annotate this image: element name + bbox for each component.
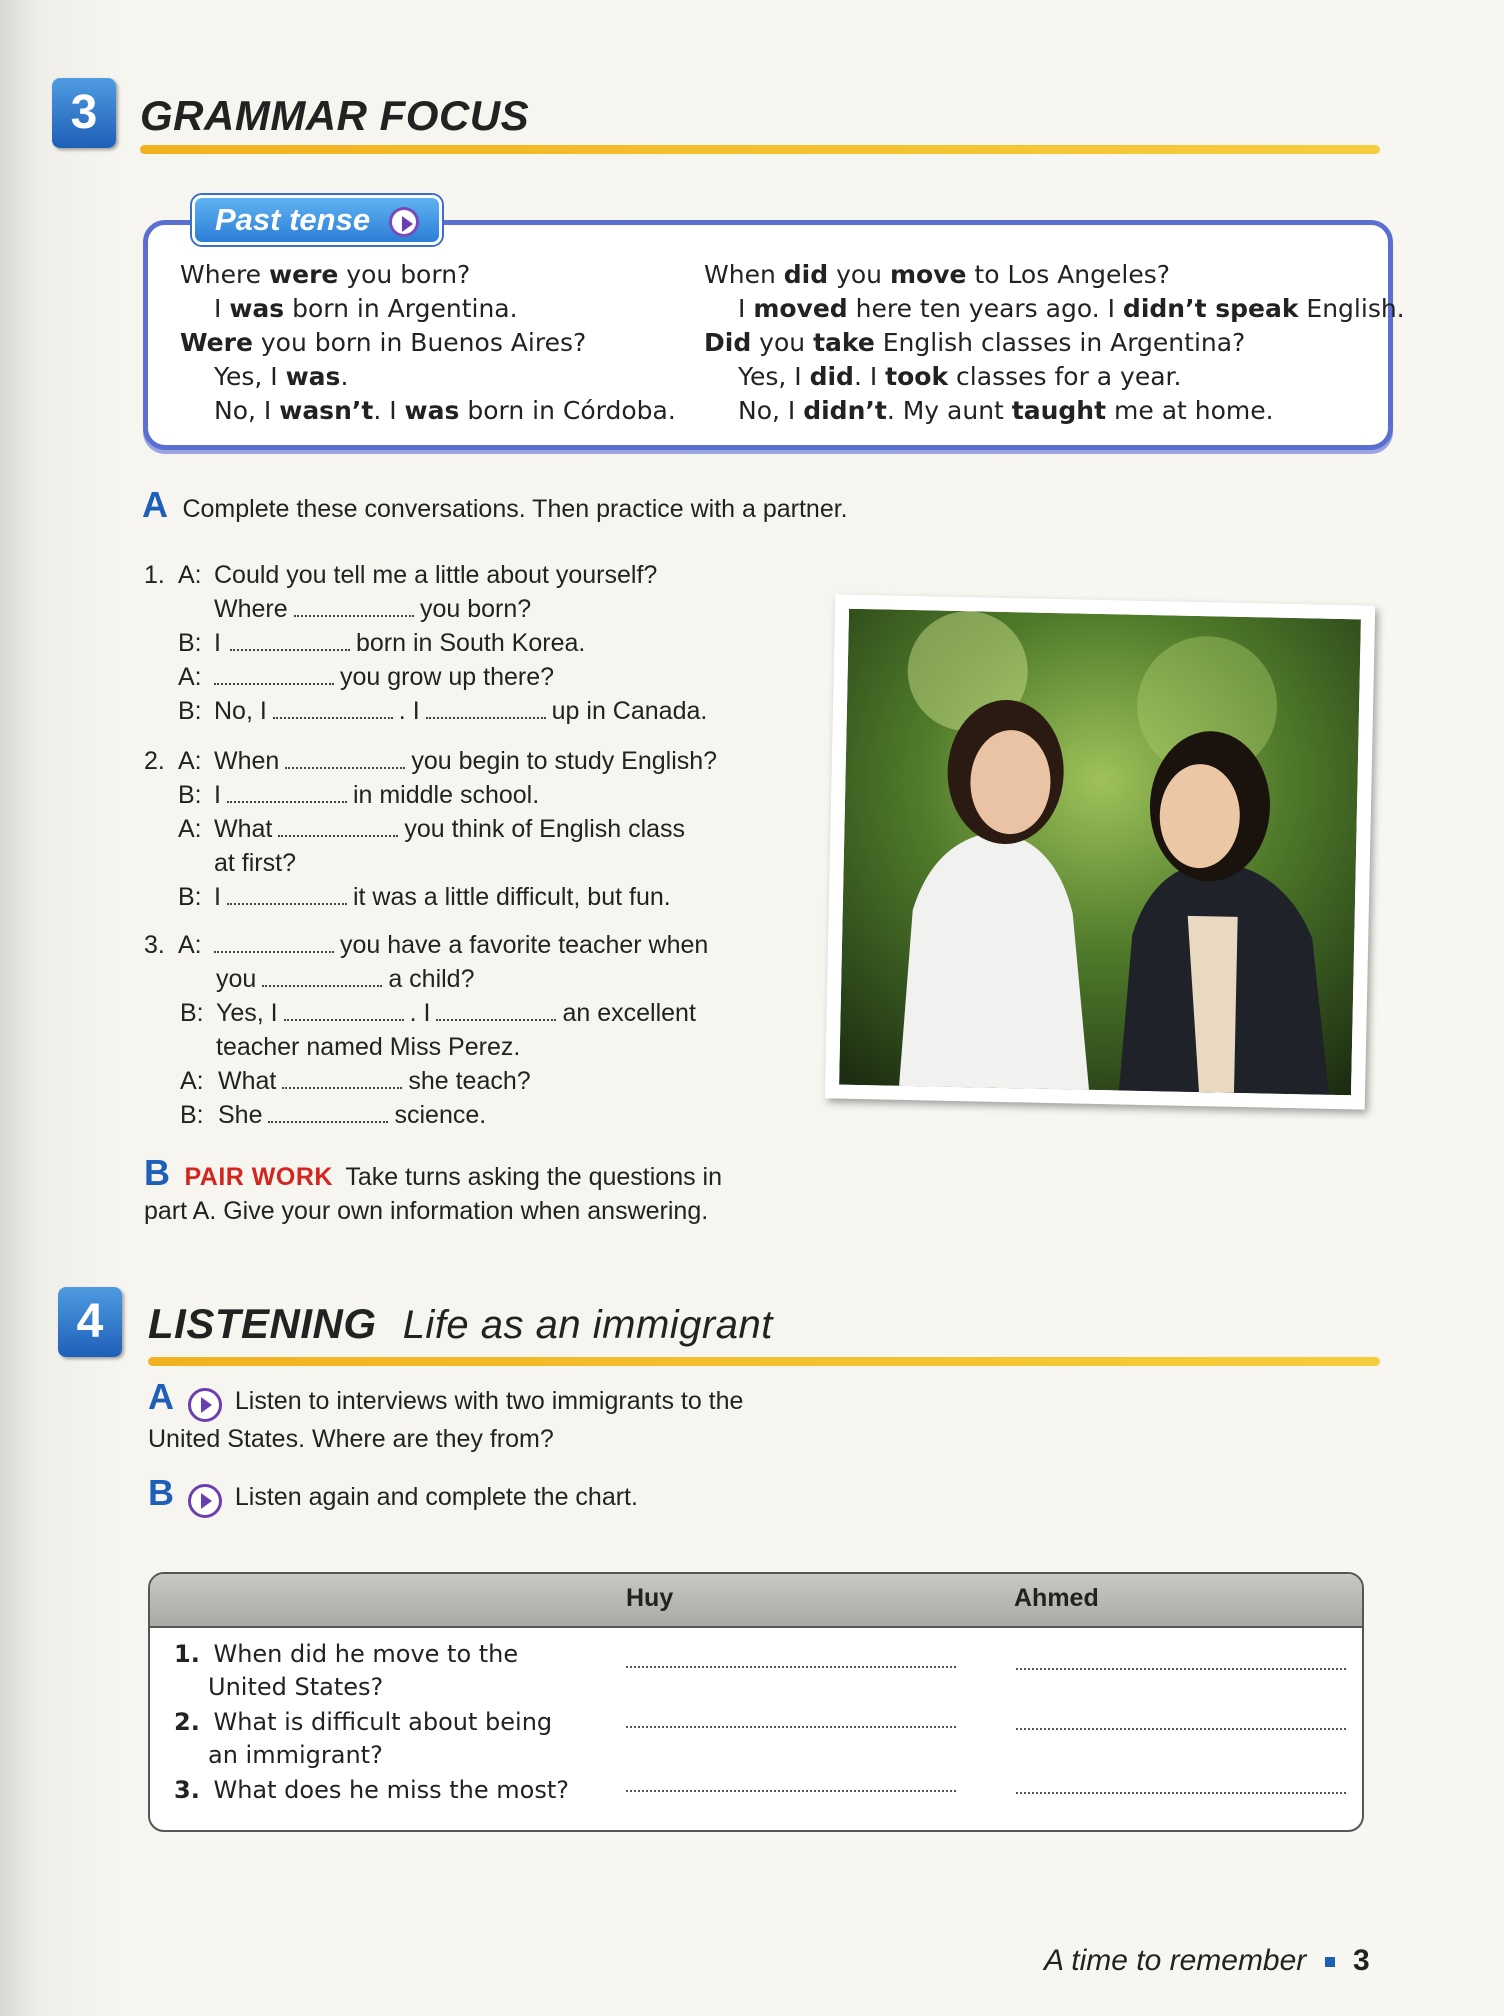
line-text: She	[218, 1101, 263, 1129]
blank-field[interactable]	[426, 699, 546, 719]
grammar-left-line-5: No, I wasn’t. I was born in Córdoba.	[214, 396, 676, 425]
blank-field[interactable]	[285, 749, 405, 769]
blank-field[interactable]	[284, 1001, 404, 1021]
speaker-label: B:	[178, 883, 202, 911]
chart-header	[150, 1574, 1362, 1628]
speaker-label: A:	[178, 561, 202, 589]
conv-line	[144, 1064, 784, 1098]
line-text: Where	[214, 595, 288, 623]
line-text: I	[214, 629, 221, 657]
blank-field[interactable]	[227, 885, 347, 905]
line-text: it was a little difficult, but fun.	[352, 883, 671, 911]
line-text: What	[214, 815, 273, 843]
part-b-instruction	[144, 1152, 722, 1228]
conv-line	[144, 880, 784, 914]
grammar-right-line-2: I moved here ten years ago. I didn’t speak English.	[738, 294, 1405, 323]
conv-line	[144, 996, 784, 1030]
line-text: she teach?	[408, 1067, 531, 1095]
grammar-tab	[192, 195, 442, 245]
play-audio-icon[interactable]	[188, 1484, 222, 1518]
conv-line	[144, 660, 784, 694]
part-letter: B	[148, 1472, 174, 1513]
speaker-label: A:	[180, 1067, 204, 1095]
line-text: When	[214, 747, 280, 775]
line-text: science.	[394, 1101, 487, 1129]
grammar-right-line-3: Did you take English classes in Argentina?	[704, 328, 1246, 357]
speaker-label: B:	[180, 1101, 204, 1129]
row-number: 3.	[174, 1776, 200, 1804]
line-text: What	[218, 1067, 277, 1095]
blank-field[interactable]	[436, 1001, 556, 1021]
blank-field[interactable]	[227, 783, 347, 803]
line-text: I	[214, 781, 221, 809]
conv-line	[144, 812, 784, 846]
part-letter: A	[148, 1376, 174, 1417]
listening-chart	[148, 1572, 1364, 1832]
part-letter: B	[144, 1152, 170, 1193]
conv-line	[144, 592, 784, 626]
section-title-text: LISTENING	[148, 1300, 377, 1347]
question-text: What is difficult about being	[213, 1708, 553, 1736]
grammar-right-line-4: Yes, I did. I took classes for a year.	[738, 362, 1182, 391]
conv-line	[144, 962, 784, 996]
section-number: 3	[70, 86, 98, 139]
blank-field[interactable]	[214, 665, 334, 685]
listening-b-instruction	[148, 1472, 638, 1518]
speaker-label: B:	[178, 629, 202, 657]
row-number: 1.	[174, 1640, 200, 1668]
pair-work-label: PAIR WORK	[184, 1163, 333, 1191]
speaker-label: B:	[178, 697, 202, 725]
conv-line	[144, 626, 784, 660]
answer-line-ahmed-3[interactable]	[1016, 1792, 1346, 1794]
line-text: an excellent	[562, 999, 696, 1027]
part-letter: A	[142, 484, 168, 525]
conv-line	[144, 694, 784, 728]
conversation-2	[144, 744, 784, 914]
line-text: you born?	[420, 595, 532, 623]
blank-field[interactable]	[214, 933, 334, 953]
line-text: born in South Korea.	[356, 629, 586, 657]
photo-frame	[825, 594, 1375, 1109]
chart-row-2	[174, 1706, 552, 1772]
answer-line-ahmed-2[interactable]	[1016, 1728, 1346, 1730]
speaker-label: A:	[178, 815, 202, 843]
speaker-label: A:	[178, 663, 202, 691]
question-text: an immigrant?	[208, 1741, 383, 1769]
line-text: Yes, I	[216, 999, 278, 1027]
blank-field[interactable]	[294, 597, 414, 617]
square-bullet-icon	[1325, 1957, 1335, 1967]
conv-line	[144, 846, 784, 880]
blank-field[interactable]	[268, 1103, 388, 1123]
item-number: 1.	[144, 561, 165, 589]
instruction-text: United States. Where are they from?	[148, 1424, 554, 1453]
grammar-right-column	[704, 258, 1405, 428]
answer-line-huy-3[interactable]	[626, 1790, 956, 1792]
play-audio-icon[interactable]	[188, 1388, 222, 1422]
blank-field[interactable]	[278, 817, 398, 837]
chart-row-3	[174, 1774, 569, 1807]
instruction-text: Listen to interviews with two immigrants to the	[234, 1387, 744, 1415]
title-underline	[148, 1357, 1380, 1366]
grammar-left-line-1: Where were you born?	[180, 260, 471, 289]
blank-field[interactable]	[282, 1069, 402, 1089]
conv-line	[144, 558, 784, 592]
line-text: in middle school.	[352, 781, 540, 809]
conversation-3	[144, 928, 784, 1132]
line-text: at first?	[214, 849, 296, 877]
question-text: What does he miss the most?	[213, 1776, 569, 1804]
section-number: 4	[76, 1295, 104, 1348]
line-text: you begin to study English?	[411, 747, 718, 775]
part-a-instruction	[142, 484, 848, 526]
answer-line-huy-1[interactable]	[626, 1666, 956, 1668]
row-number: 2.	[174, 1708, 200, 1736]
footer-unit-title: A time to remember	[1044, 1944, 1307, 1977]
answer-line-ahmed-1[interactable]	[1016, 1668, 1346, 1670]
conv-line	[144, 1030, 784, 1064]
instruction-text: Listen again and complete the chart.	[234, 1483, 638, 1511]
line-text: you grow up there?	[340, 663, 555, 691]
conversation-1	[144, 558, 784, 728]
line-text: you	[216, 965, 257, 993]
section-number-badge	[58, 1287, 122, 1357]
line-text: . I	[409, 999, 431, 1027]
speaker-label: A:	[178, 747, 202, 775]
grammar-tab-label: Past tense	[215, 202, 371, 237]
page-footer	[1044, 1944, 1370, 1978]
section-subtitle: Life as an immigrant	[402, 1303, 773, 1347]
grammar-left-line-3: Were you born in Buenos Aires?	[180, 328, 587, 357]
section-title	[148, 1300, 773, 1348]
page-number: 3	[1352, 1944, 1370, 1977]
blank-field[interactable]	[273, 699, 393, 719]
speaker-label: B:	[178, 781, 202, 809]
blank-field[interactable]	[230, 631, 350, 651]
question-text: United States?	[208, 1673, 384, 1701]
conv-line	[144, 778, 784, 812]
play-audio-icon[interactable]	[389, 207, 419, 237]
instruction-text: Take turns asking the questions in	[345, 1163, 723, 1191]
grammar-left-line-4: Yes, I was.	[214, 362, 349, 391]
line-text: you have a favorite teacher when	[340, 931, 709, 959]
item-number: 2.	[144, 747, 165, 775]
line-text: teacher named Miss Perez.	[216, 1033, 521, 1061]
speaker-label: B:	[180, 999, 204, 1027]
conv-line	[144, 928, 784, 962]
instruction-text: Complete these conversations. Then practice with a partner.	[182, 495, 848, 523]
section-title: GRAMMAR FOCUS	[140, 92, 530, 139]
column-header-ahmed: Ahmed	[1014, 1584, 1099, 1612]
line-text: you think of English class	[404, 815, 686, 843]
grammar-right-line-5: No, I didn’t. My aunt taught me at home.	[738, 396, 1274, 425]
line-text: Could you tell me a little about yourself?	[214, 561, 658, 589]
grammar-left-column	[180, 258, 676, 428]
question-text: When did he move to the	[213, 1640, 519, 1668]
answer-line-huy-2[interactable]	[626, 1726, 956, 1728]
two-women-photo	[839, 609, 1361, 1096]
section-number-badge	[52, 78, 116, 148]
instruction-text: part A. Give your own information when answering.	[144, 1197, 709, 1225]
chart-row-1	[174, 1638, 518, 1704]
line-text: I	[214, 883, 221, 911]
line-text: a child?	[388, 965, 475, 993]
line-text: up in Canada.	[551, 697, 708, 725]
conv-line	[144, 1098, 784, 1132]
line-text: No, I	[214, 697, 267, 725]
title-underline	[140, 145, 1380, 154]
column-header-huy: Huy	[626, 1584, 674, 1612]
conv-line	[144, 744, 784, 778]
grammar-right-line-1: When did you move to Los Angeles?	[704, 260, 1171, 289]
speaker-label: A:	[178, 931, 202, 959]
listening-a-instruction	[148, 1376, 743, 1456]
blank-field[interactable]	[262, 967, 382, 987]
grammar-left-line-2: I was born in Argentina.	[214, 294, 518, 323]
item-number: 3.	[144, 931, 165, 959]
line-text: . I	[398, 697, 420, 725]
